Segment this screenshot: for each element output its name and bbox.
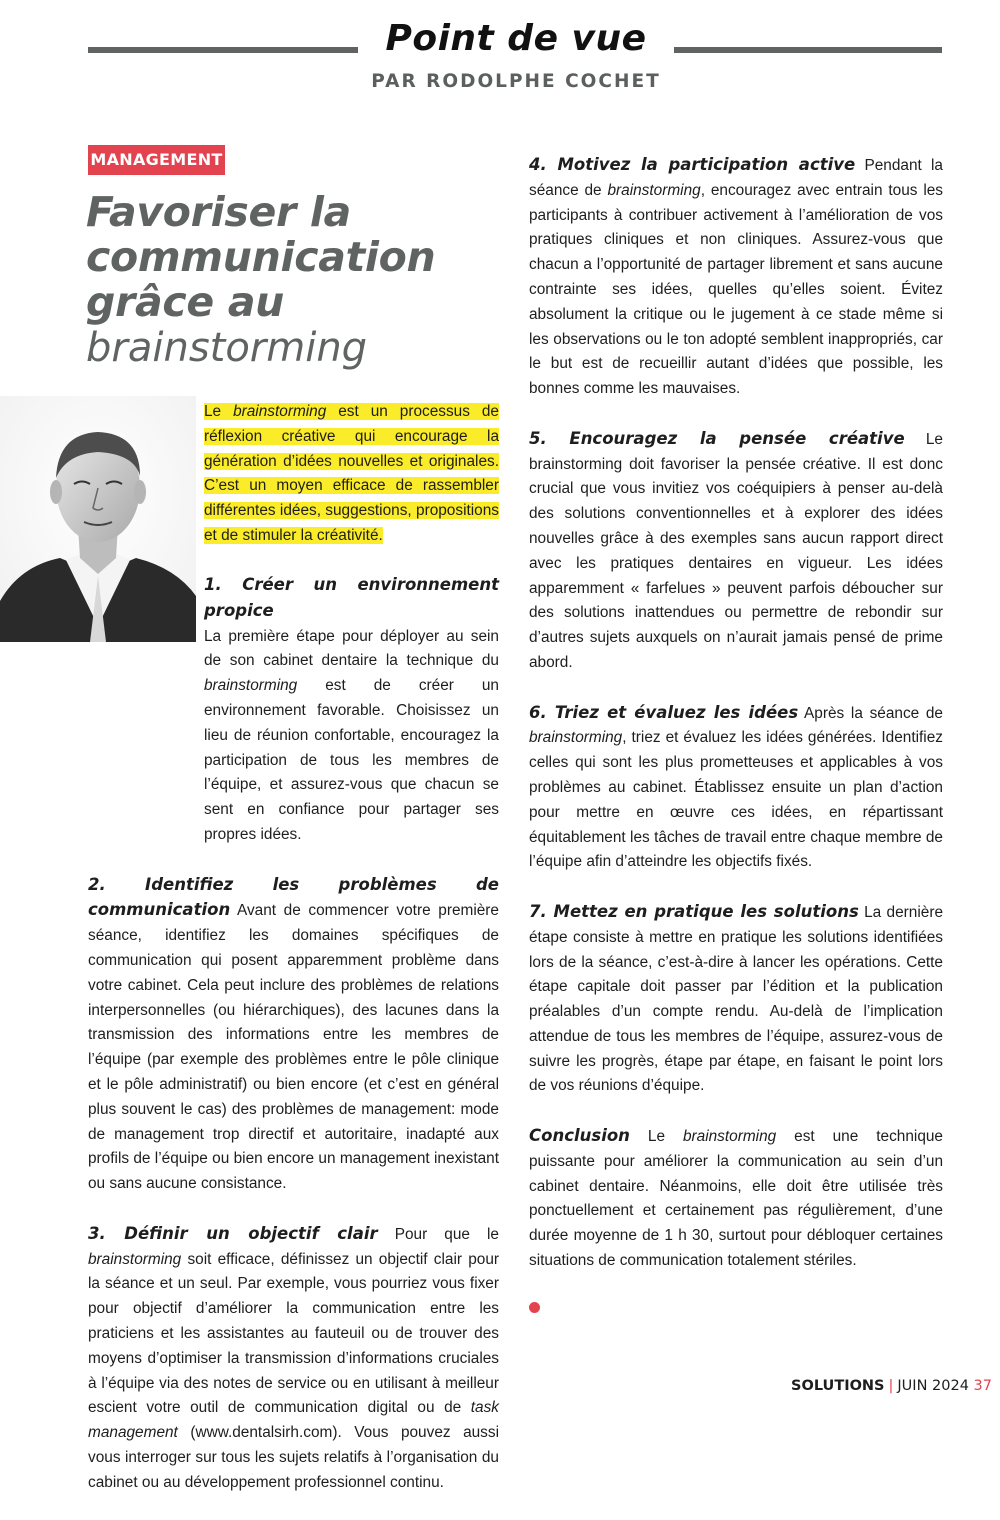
conclusion: Conclusion Le brainstorming est une technique puissante pour améliorer la communication au sein d’un cabinet dentaire. Néanmoins, elle doit être utilisée très ponctuellement et certainement pas régulièrement, d’une durée moyenne de 1 h 30, surtout pour débloquer certaines situations de communication totalement stériles. <box>529 1126 943 1270</box>
category-tag: MANAGEMENT <box>88 145 225 175</box>
section-6: 6. Triez et évaluez les idées Après la séance de brainstorming, triez et évaluez les idées générées. Identifiez celles qui sont les plus prometteuses et applicables à vos problèmes au cabinet. Établissez ensuite un plan d’action pour mettre en œuvre ces idées, en répartissant équitablement les tâches de travail entre chaque membre de l’équipe afin d’atteindre les objectifs fixés. <box>529 702 943 871</box>
section-3-heading: 3. Définir un objectif clair <box>88 1223 378 1243</box>
section-4-heading: 4. Motivez la participation active <box>529 155 856 174</box>
column-right <box>529 153 943 1299</box>
end-mark-dot <box>529 1302 540 1313</box>
section-2-heading: 2. Identifiez les problèmes de communication <box>88 874 499 920</box>
headline-line-3: grâce au <box>86 278 285 326</box>
headline-line-4: brainstorming <box>86 325 368 371</box>
section-1-heading: 1. Créer un environnement propice <box>204 575 499 620</box>
page-number: 37 <box>973 1378 992 1394</box>
intro-paragraph: Le brainstorming est un processus de réflexion créative qui encourage la génération d’idées nouvelles et originales. C’est un moyen efficace de rassembler différentes idées, suggestions, propositions et de stimuler la créativité. <box>204 403 499 544</box>
section-3: 3. Définir un objectif clair Pour que le brainstorming soit efficace, définissez un objectif clair pour la séance et un seul. Par exemple, vous pourriez vous fixer pour objectif d’améliorer la communication entre les praticiens et les assistantes au fauteuil ou de trouver des moyens d’optimiser la transmission d’informations cruciales à l’équipe via des notes de service ou en utilisant à meilleur escient votre outil de communication digital ou de task management (www.dentalsirh.com). Vous pouvez aussi vous interroger sur tous les sujets relatifs à l’organisation du cabinet ou au développement professionnel continu. <box>88 1223 499 1491</box>
footer-separator: | <box>888 1378 894 1394</box>
section-4: 4. Motivez la participation active Pendant la séance de brainstorming, encouragez avec entrain tous les participants à contribuer activement à l’amélioration de vos pratiques cliniques et non cliniques. Assurez-vous que chacun a l’opportunité de partager librement et sans aucune contrainte ses idées, quelles qu’elles soient. Évitez absolument la critique ou le jugement à ce stade même si les observations ou le ton adopté semblent inappropriés, car le but est de recueillir autant d’idées que possible, les bonnes comme les mauvaises. <box>529 155 943 398</box>
conclusion-heading: Conclusion <box>529 1126 630 1146</box>
issue-date: JUIN 2024 <box>897 1378 969 1394</box>
page-footer <box>791 1378 992 1394</box>
section-2: 2. Identifiez les problèmes de communication Avant de commencer votre première séance, identifiez les domaines spécifiques de communication qui posent apparemment problème dans votre cabinet. Cela peut inclure des problèmes de relations interpersonnelles (ou hiérarchiques), des lacunes dans la transmission des informations entre les membres de l’équipe (par exemple des problèmes entre le pôle clinique et le pôle administratif) ou bien encore (et c’est en général plus souvent le cas) des problèmes de management: mode de management trop directif et autoritaire, inadapté aux profils de l’équipe ou bien encore un management inexistant ou sans aucune consistance. <box>88 874 499 1193</box>
section-5: 5. Encouragez la pensée créative Le brainstorming doit favoriser la pensée créative. Il est donc crucial que vous invitiez vos coéquipiers à penser au-delà des solutions conventionnelles et à explorer des idées nouvelles grâce à des exemples sans aucun rapport direct avec les pratiques dentaires en vigueur. Les idées apparemment « farfelues » peuvent parfois déboucher sur des solutions inattendues ou permettre de rebondir sur d’autres sujets auxquels on n’aurait jamais pensé de prime abord. <box>529 428 943 671</box>
section-7-heading: 7. Mettez en pratique les solutions <box>529 901 859 921</box>
headline-line-2: communication <box>86 233 436 281</box>
publication-name: SOLUTIONS <box>791 1378 885 1394</box>
column-left <box>88 573 499 1520</box>
section-1: 1. Créer un environnement propice La première étape pour déployer au sein de son cabinet dentaire la technique du brainstorming est de créer un environnement favorable. Choisissez un lieu de réunion confortable, encouragez la participation de tous les membres de l’équipe, et assurez-vous que chacun se sent en confiance pour partager ses propres idées. <box>204 575 499 843</box>
author-byline: PAR RODOLPHE COCHET <box>371 71 661 92</box>
section-6-heading: 6. Triez et évaluez les idées <box>529 702 799 722</box>
article-headline <box>86 190 516 371</box>
header-rule-left <box>88 47 358 53</box>
section-5-heading: 5. Encouragez la pensée créative <box>529 428 905 448</box>
section-7: 7. Mettez en pratique les solutions La dernière étape consiste à mettre en pratique les solutions identifiées lors de la séance, c’est-à-dire à lancer les opérations. Cette étape capitale doit passer par l’édition et la publication préalables d’un compte rendu. Au-delà de l’implication attendue de tous les membres de l’équipe, assurez-vous de suivre les progrès, étape par étape, en faisant le point lors de vos réunions d’équipe. <box>529 901 943 1095</box>
header-rule-right <box>674 47 942 53</box>
headline-line-1: Favoriser la <box>86 188 351 236</box>
section-title: Point de vue <box>385 18 647 59</box>
